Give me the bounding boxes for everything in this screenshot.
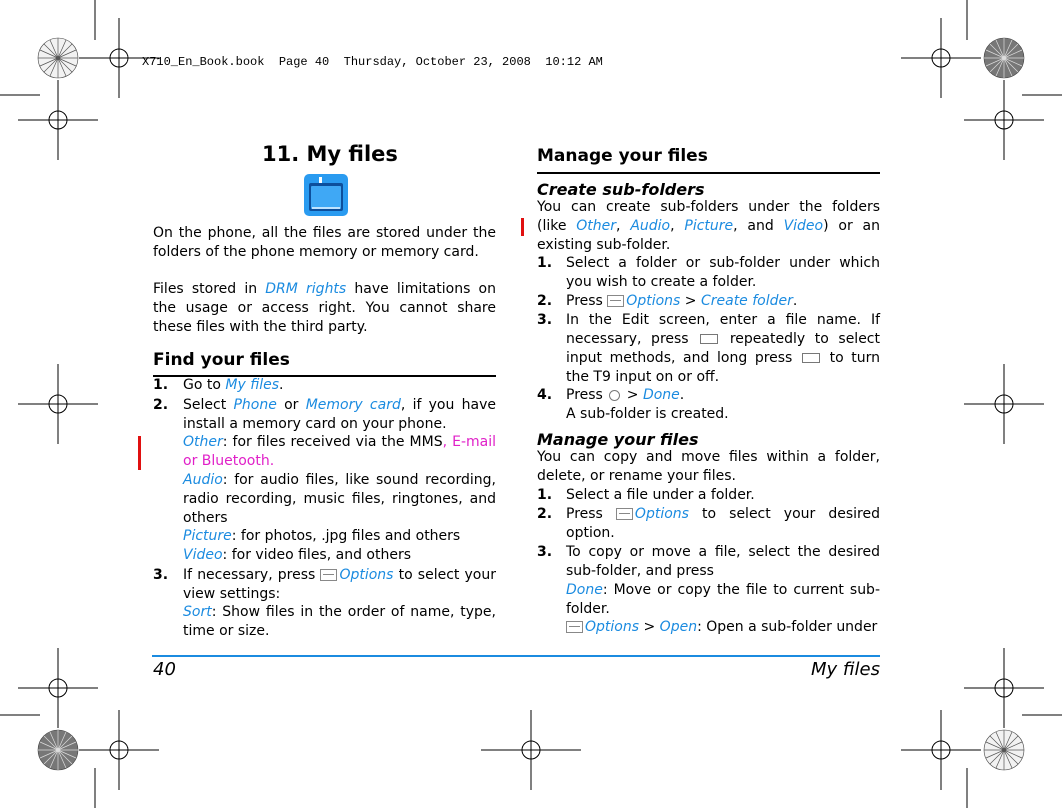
text: have limitations on the usage or access right. You cannot share these files with the third party. — [153, 281, 496, 335]
step-number: 1. — [537, 487, 553, 503]
create-step-4 — [566, 386, 880, 405]
step-number: 2. — [537, 293, 553, 309]
create-step-1: Select a folder or sub-folder under which you wish to create a folder. — [566, 255, 880, 290]
step-number: 2. — [537, 506, 553, 522]
step-number: 3. — [153, 567, 169, 583]
other-link[interactable]: Other — [183, 434, 223, 450]
text: : for photos, .jpg files and others — [231, 528, 461, 544]
page-number: 40 — [153, 659, 176, 680]
sort-desc — [183, 603, 496, 641]
text: > — [639, 619, 660, 635]
done-desc — [566, 581, 880, 619]
text: : for files received via the MMS — [222, 434, 443, 450]
create-step-2 — [566, 292, 880, 311]
left-softkey-icon — [566, 621, 583, 633]
text: : Show files in the order of name, type, time or size. — [183, 604, 496, 639]
done-link[interactable]: Done — [642, 387, 680, 403]
options-link[interactable]: Options — [626, 293, 681, 309]
footer-rule — [152, 655, 880, 657]
text: , and — [733, 218, 784, 234]
step-number: 3. — [537, 312, 553, 328]
text: : for video files, and others — [222, 547, 411, 563]
text: You can create sub-folders under the folders (like — [537, 199, 880, 234]
chapter-title: 11. My files — [262, 142, 398, 166]
memory-card-link[interactable]: Memory card — [305, 397, 401, 413]
find-heading: Find your files — [153, 350, 290, 370]
change-bar — [138, 436, 141, 470]
video-link[interactable]: Video — [183, 547, 223, 563]
text: . — [279, 377, 284, 393]
step-number: 4. — [537, 387, 553, 403]
text: ) or an existing sub-folder. — [537, 218, 880, 253]
other-desc — [183, 433, 496, 471]
change-bar — [521, 218, 524, 236]
divider — [537, 172, 880, 174]
step-number: 3. — [537, 544, 553, 560]
picture-desc — [183, 527, 496, 546]
text: : Move or copy the file to current sub-folder. — [566, 582, 880, 617]
text: Press — [566, 293, 608, 309]
sort-link[interactable]: Sort — [183, 604, 212, 620]
manage-step-3: To copy or move a file, select the desired sub-folder, and press — [566, 544, 880, 579]
changed-text: , E-mail or Bluetooth. — [183, 434, 497, 469]
create-step-3 — [566, 311, 880, 387]
text: > — [680, 293, 701, 309]
ok-key-icon — [609, 390, 620, 401]
other-link[interactable]: Other — [576, 218, 617, 234]
text: Select — [183, 397, 234, 413]
picture-link[interactable]: Picture — [684, 218, 734, 234]
text: . — [679, 387, 685, 403]
text: Press — [566, 387, 608, 403]
folder-icon — [304, 174, 348, 216]
step-3 — [183, 566, 496, 604]
text: > — [622, 387, 643, 403]
text: Files stored in — [153, 281, 266, 297]
text: repeatedly to select input methods, and long press — [566, 331, 880, 366]
text: to select your desired option. — [566, 506, 880, 541]
footer-section: My files — [811, 659, 880, 680]
audio-link[interactable]: Audio — [630, 218, 671, 234]
video-link[interactable]: Video — [783, 218, 824, 234]
manage-steps — [537, 486, 880, 646]
star-key-icon — [802, 353, 820, 363]
options-link[interactable]: Options — [585, 619, 640, 635]
options-link[interactable]: Options — [339, 567, 394, 583]
text: Go to — [183, 377, 226, 393]
text: , — [670, 218, 685, 234]
create-folder-link[interactable]: Create folder — [700, 293, 793, 309]
text: In the Edit screen, enter a file name. If necessary, press — [566, 312, 880, 347]
step-number: 1. — [537, 255, 553, 271]
book-stamp: X710_En_Book.book Page 40 Thursday, October 23, 2008 10:12 AM — [142, 55, 603, 69]
hash-key-icon — [700, 334, 718, 344]
create-intro — [537, 198, 880, 255]
manage-step-2 — [566, 505, 880, 543]
create-steps — [537, 254, 880, 434]
options-link[interactable]: Options — [634, 506, 689, 522]
text: to select your view settings: — [183, 567, 497, 602]
left-softkey-icon — [320, 569, 337, 581]
drm-rights-link[interactable]: DRM rights — [265, 281, 347, 297]
find-steps — [153, 376, 496, 646]
my-files-link[interactable]: My files — [225, 377, 280, 393]
text: or — [276, 397, 306, 413]
intro-paragraph-1: On the phone, all the files are stored under the folders of the phone memory or memory card. — [153, 225, 496, 260]
audio-desc — [183, 471, 496, 528]
create-subfolders-heading: Create sub-folders — [537, 180, 705, 199]
open-desc — [566, 618, 880, 637]
text: , if you have install a memory card on your phone. — [183, 397, 496, 432]
manage-step-1: Select a file under a folder. — [566, 487, 755, 503]
text: , — [616, 218, 631, 234]
text: : Open a sub-folder under — [697, 619, 878, 635]
step-2 — [183, 396, 496, 434]
manage-heading: Manage your files — [537, 146, 708, 166]
intro-paragraph-2 — [153, 280, 496, 337]
done-link[interactable]: Done — [566, 582, 603, 598]
left-softkey-icon — [607, 295, 624, 307]
step-number: 1. — [153, 377, 169, 393]
step-1 — [183, 376, 496, 395]
step-number: 2. — [153, 397, 169, 413]
text: . — [792, 293, 798, 309]
text: Press — [566, 506, 616, 522]
open-link[interactable]: Open — [659, 619, 698, 635]
phone-link[interactable]: Phone — [233, 397, 277, 413]
text: : for audio files, like sound recording, radio recording, music files, ringtones, and others — [183, 472, 496, 526]
picture-link[interactable]: Picture — [183, 528, 232, 544]
create-result: A sub-folder is created. — [566, 406, 729, 422]
left-softkey-icon — [616, 508, 633, 520]
text: If necessary, press — [183, 567, 321, 583]
text: to turn the T9 input on or off. — [566, 350, 880, 385]
manage-files-heading: Manage your files — [537, 430, 699, 449]
video-desc — [183, 546, 496, 565]
audio-link[interactable]: Audio — [183, 472, 223, 488]
manage-intro: You can copy and move files within a folder, delete, or rename your files. — [537, 449, 880, 484]
